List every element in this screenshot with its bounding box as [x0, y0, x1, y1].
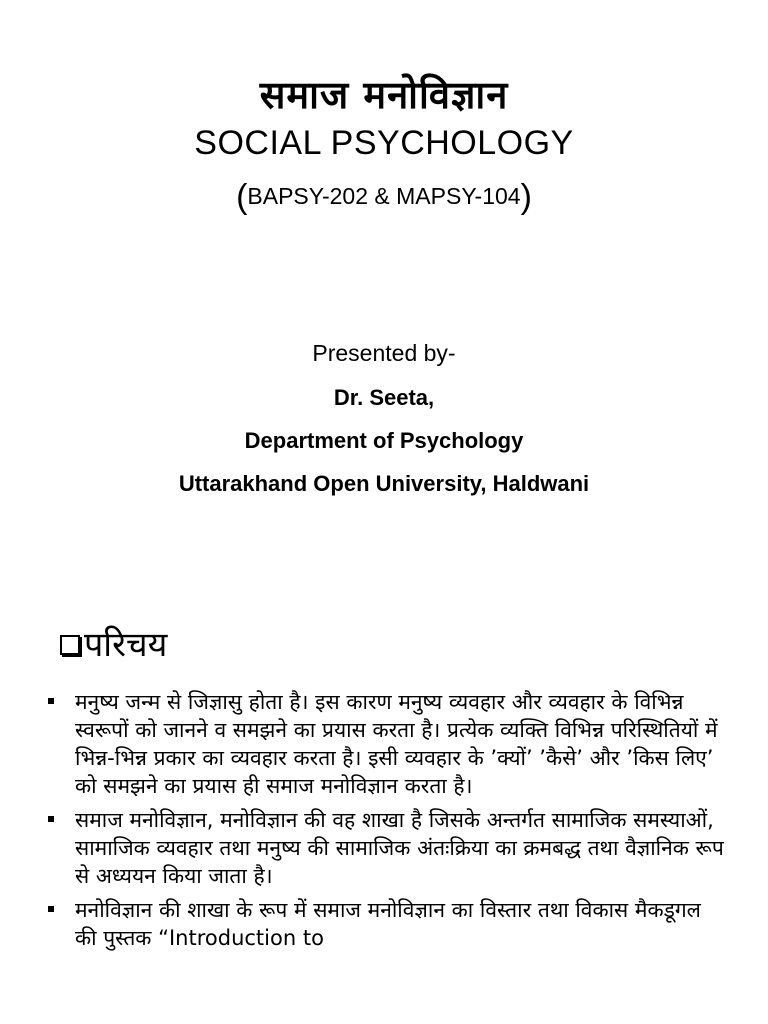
- close-paren: ): [520, 178, 532, 216]
- bullet-text: मनुष्य जन्म से जिज्ञासु होता है। इस कारण मनुष्य व्यवहार और व्यवहार के विभिन्न स्वरूपों को जानने व समझने का प्रयास करता है। प्रत्येक व्यक्ति विभिन्न परिस्थितियों में भिन्न-भिन्न प्रकार का व्यवहार करता है। इसी व्यवहार के ’क्यों’ ’कैसे’ और ’किस लिए’ को समझने का प्रयास ही समाज मनोविज्ञान करता है।: [75, 690, 718, 798]
- course-codes-text: BAPSY-202 & MAPSY-104: [247, 183, 521, 209]
- presented-by-label: Presented by-: [312, 340, 456, 366]
- bullet-item: [48, 688, 728, 800]
- introduction-slide: [0, 560, 768, 1024]
- course-codes: [0, 178, 768, 217]
- bullet-list: [48, 688, 728, 958]
- bullet-text: मनोविज्ञान की शाखा के रूप में समाज मनोविज्ञान का विस्तार तथा विकास मैकडूगल की पुस्तक “Introduction to: [75, 898, 701, 950]
- author-name: Dr. Seeta,: [333, 385, 435, 410]
- open-paren: (: [236, 178, 248, 216]
- section-heading: [60, 620, 167, 666]
- bullet-item: [48, 896, 728, 952]
- bullet-text: समाज मनोविज्ञान, मनोविज्ञान की वह शाखा है जिसके अन्तर्गत सामाजिक समस्याओं, सामाजिक व्यवहार तथा मनुष्य की सामाजिक अंतःक्रिया का क्रमबद्ध तथा वैज्ञानिक रूप से अध्ययन किया जाता है।: [75, 808, 724, 888]
- square-bullet-icon: [48, 698, 54, 704]
- square-bullet-icon: [48, 816, 54, 822]
- title-hindi: समाज मनोविज्ञान: [259, 73, 509, 117]
- square-bullet-icon: [48, 906, 54, 912]
- checkbox-bullet-icon: [60, 635, 80, 655]
- title-english: SOCIAL PSYCHOLOGY: [194, 124, 574, 162]
- bullet-item: [48, 806, 728, 890]
- department-name: Department of Psychology: [244, 428, 524, 453]
- university-name: Uttarakhand Open University, Haldwani: [178, 471, 590, 496]
- section-heading-text: परिचय: [84, 625, 168, 665]
